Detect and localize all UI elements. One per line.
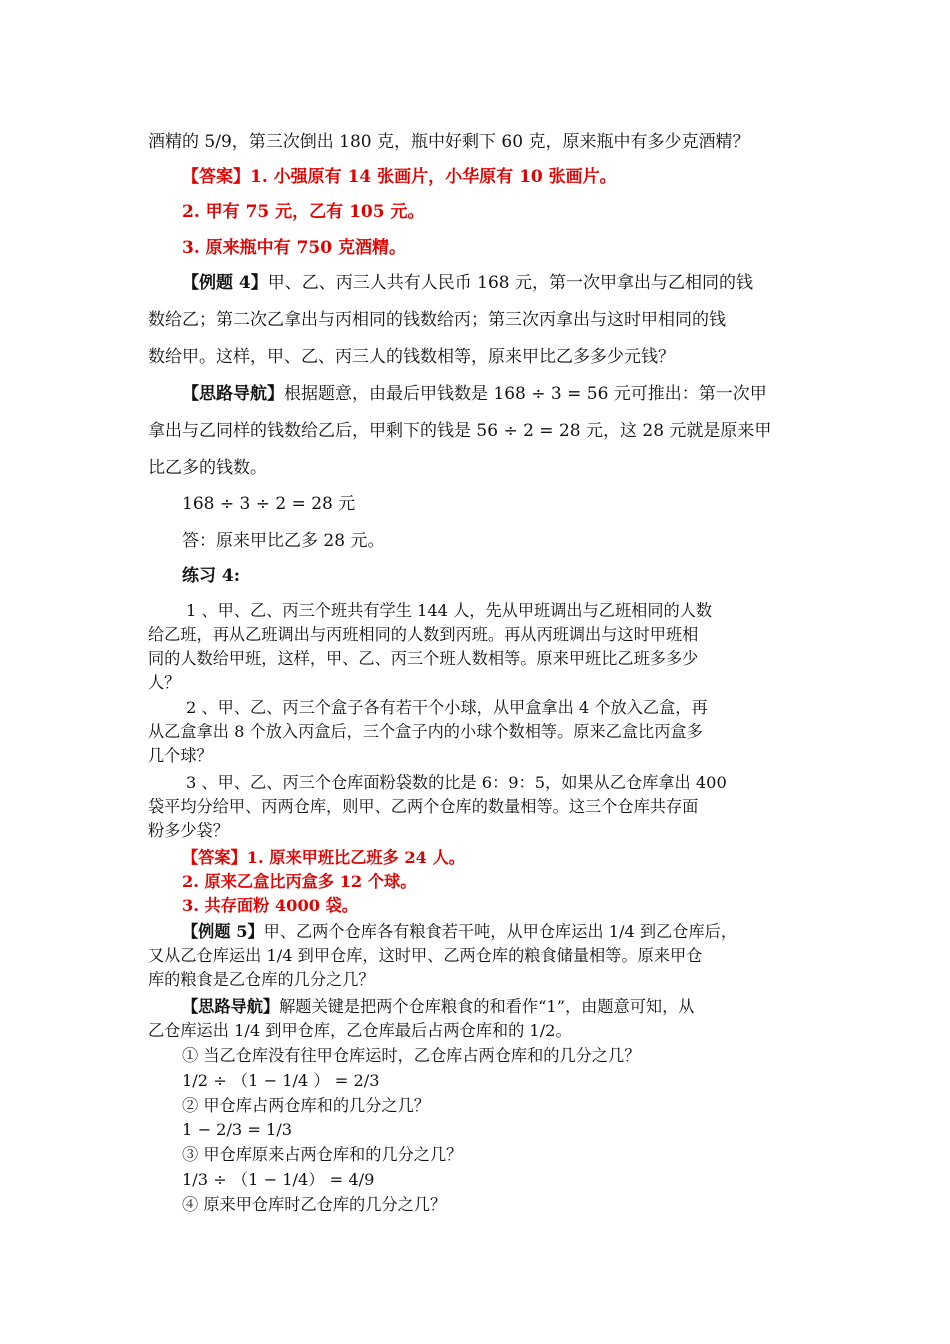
- practice4-q3-line: 3 、甲、乙、丙三个仓库面粉袋数的比是 6：9：5，如果从乙仓库拿出 400: [186, 773, 727, 792]
- practice4-q2-line: 几个球？: [148, 746, 213, 765]
- example5-line: 又从乙仓库运出 1/4 到甲仓库，这时甲、乙两仓库的粮食储量相等。原来甲仓: [148, 946, 703, 965]
- practice4-q1-line: 同的人数给甲班，这样，甲、乙、丙三个班人数相等。原来甲班比乙班多多少: [148, 649, 699, 668]
- guide-text: 根据题意，由最后甲钱数是 168 ÷ 3 = 56 元可推出：第一次甲: [284, 384, 767, 404]
- practice4-q3-line: 粉多少袋？: [148, 821, 229, 840]
- example5-guide-first-line: [182, 997, 808, 1017]
- practice4-q1-line: 给乙班，再从乙班调出与丙班相同的人数到丙班。再从丙班调出与这时甲班相: [148, 625, 699, 644]
- example5-step: 1 − 2/3 = 1/3: [182, 1120, 293, 1139]
- example5-step: ④ 原来甲仓库时乙仓库的几分之几？: [182, 1195, 447, 1214]
- example5-label: 【例题 5】: [182, 922, 264, 941]
- example4-first-line: [182, 272, 808, 294]
- example5-step: 1/2 ÷ （1 − 1/4 ） = 2/3: [182, 1071, 380, 1090]
- practice4-q3-line: 袋平均分给甲、丙两仓库，则甲、乙两个仓库的数量相等。这三个仓库共存面: [148, 797, 699, 816]
- practice4-q1-line: 1 、甲、乙、丙三个班共有学生 144 人，先从甲班调出与乙班相同的人数: [186, 601, 713, 620]
- practice4-q2-line: 2 、甲、乙、丙三个盒子各有若干个小球，从甲盒拿出 4 个放入乙盒，再: [186, 698, 708, 717]
- example4-guide-line: 拿出与乙同样的钱数给乙后，甲剩下的钱是 56 ÷ 2 = 28 元，这 28 元就是原来甲: [148, 421, 772, 441]
- example5-step: ② 甲仓库占两仓库和的几分之几？: [182, 1096, 430, 1115]
- answer-line-1: 【答案】1. 小强原有 14 张画片，小华原有 10 张画片。: [182, 167, 617, 187]
- practice4-answer-2: 2. 原来乙盒比丙盒多 12 个球。: [182, 872, 417, 891]
- example5-guide-line: 乙仓库运出 1/4 到甲仓库，乙仓库最后占两仓库和的 1/2。: [148, 1021, 572, 1040]
- example5-step: ① 当乙仓库没有往甲仓库运时，乙仓库占两仓库和的几分之几？: [182, 1046, 641, 1065]
- practice4-answer-3: 3. 共存面粉 4000 袋。: [182, 896, 358, 915]
- example5-line: 库的粮食是乙仓库的几分之几？: [148, 970, 375, 989]
- example4-guide-line: 比乙多的钱数。: [148, 458, 267, 478]
- example5-text: 甲、乙两个仓库各有粮食若干吨，从甲仓库运出 1/4 到乙仓库后，: [263, 922, 738, 941]
- example4-label: 【例题 4】: [182, 273, 268, 293]
- problem-continuation: 酒精的 5/9，第三次倒出 180 克，瓶中好剩下 60 克，原来瓶中有多少克酒精？: [148, 132, 750, 152]
- practice4-q2-line: 从乙盒拿出 8 个放入丙盒后，三个盒子内的小球个数相等。原来乙盒比丙盒多: [148, 722, 703, 741]
- example4-answer: 答：原来甲比乙多 28 元。: [182, 531, 385, 551]
- example5-step: 1/3 ÷ （1 − 1/4） = 4/9: [182, 1170, 375, 1189]
- guide-label: 【思路导航】: [182, 384, 284, 404]
- example5-step: ③ 甲仓库原来占两仓库和的几分之几？: [182, 1145, 463, 1164]
- example4-guide-first-line: [182, 383, 808, 405]
- practice4-answer-1: 【答案】1. 原来甲班比乙班多 24 人。: [182, 848, 465, 867]
- guide-text: 解题关键是把两个仓库粮食的和看作“1”，由题意可知，从: [279, 997, 695, 1016]
- example5-first-line: [182, 922, 808, 942]
- example4-line: 数给甲。这样，甲、乙、丙三人的钱数相等，原来甲比乙多多少元钱？: [148, 347, 675, 367]
- example4-line: 数给乙；第二次乙拿出与丙相同的钱数给丙；第三次丙拿出与这时甲相同的钱: [148, 310, 726, 330]
- guide-label: 【思路导航】: [182, 997, 280, 1016]
- practice4-q1-line: 人？: [148, 673, 181, 692]
- example4-calc: 168 ÷ 3 ÷ 2 = 28 元: [182, 494, 356, 514]
- example4-text: 甲、乙、丙三人共有人民币 168 元，第一次甲拿出与乙相同的钱: [267, 273, 754, 293]
- answer-line-2: 2. 甲有 75 元，乙有 105 元。: [182, 202, 425, 222]
- practice4-title: 练习 4:: [182, 566, 241, 586]
- answer-line-3: 3. 原来瓶中有 750 克酒精。: [182, 238, 406, 258]
